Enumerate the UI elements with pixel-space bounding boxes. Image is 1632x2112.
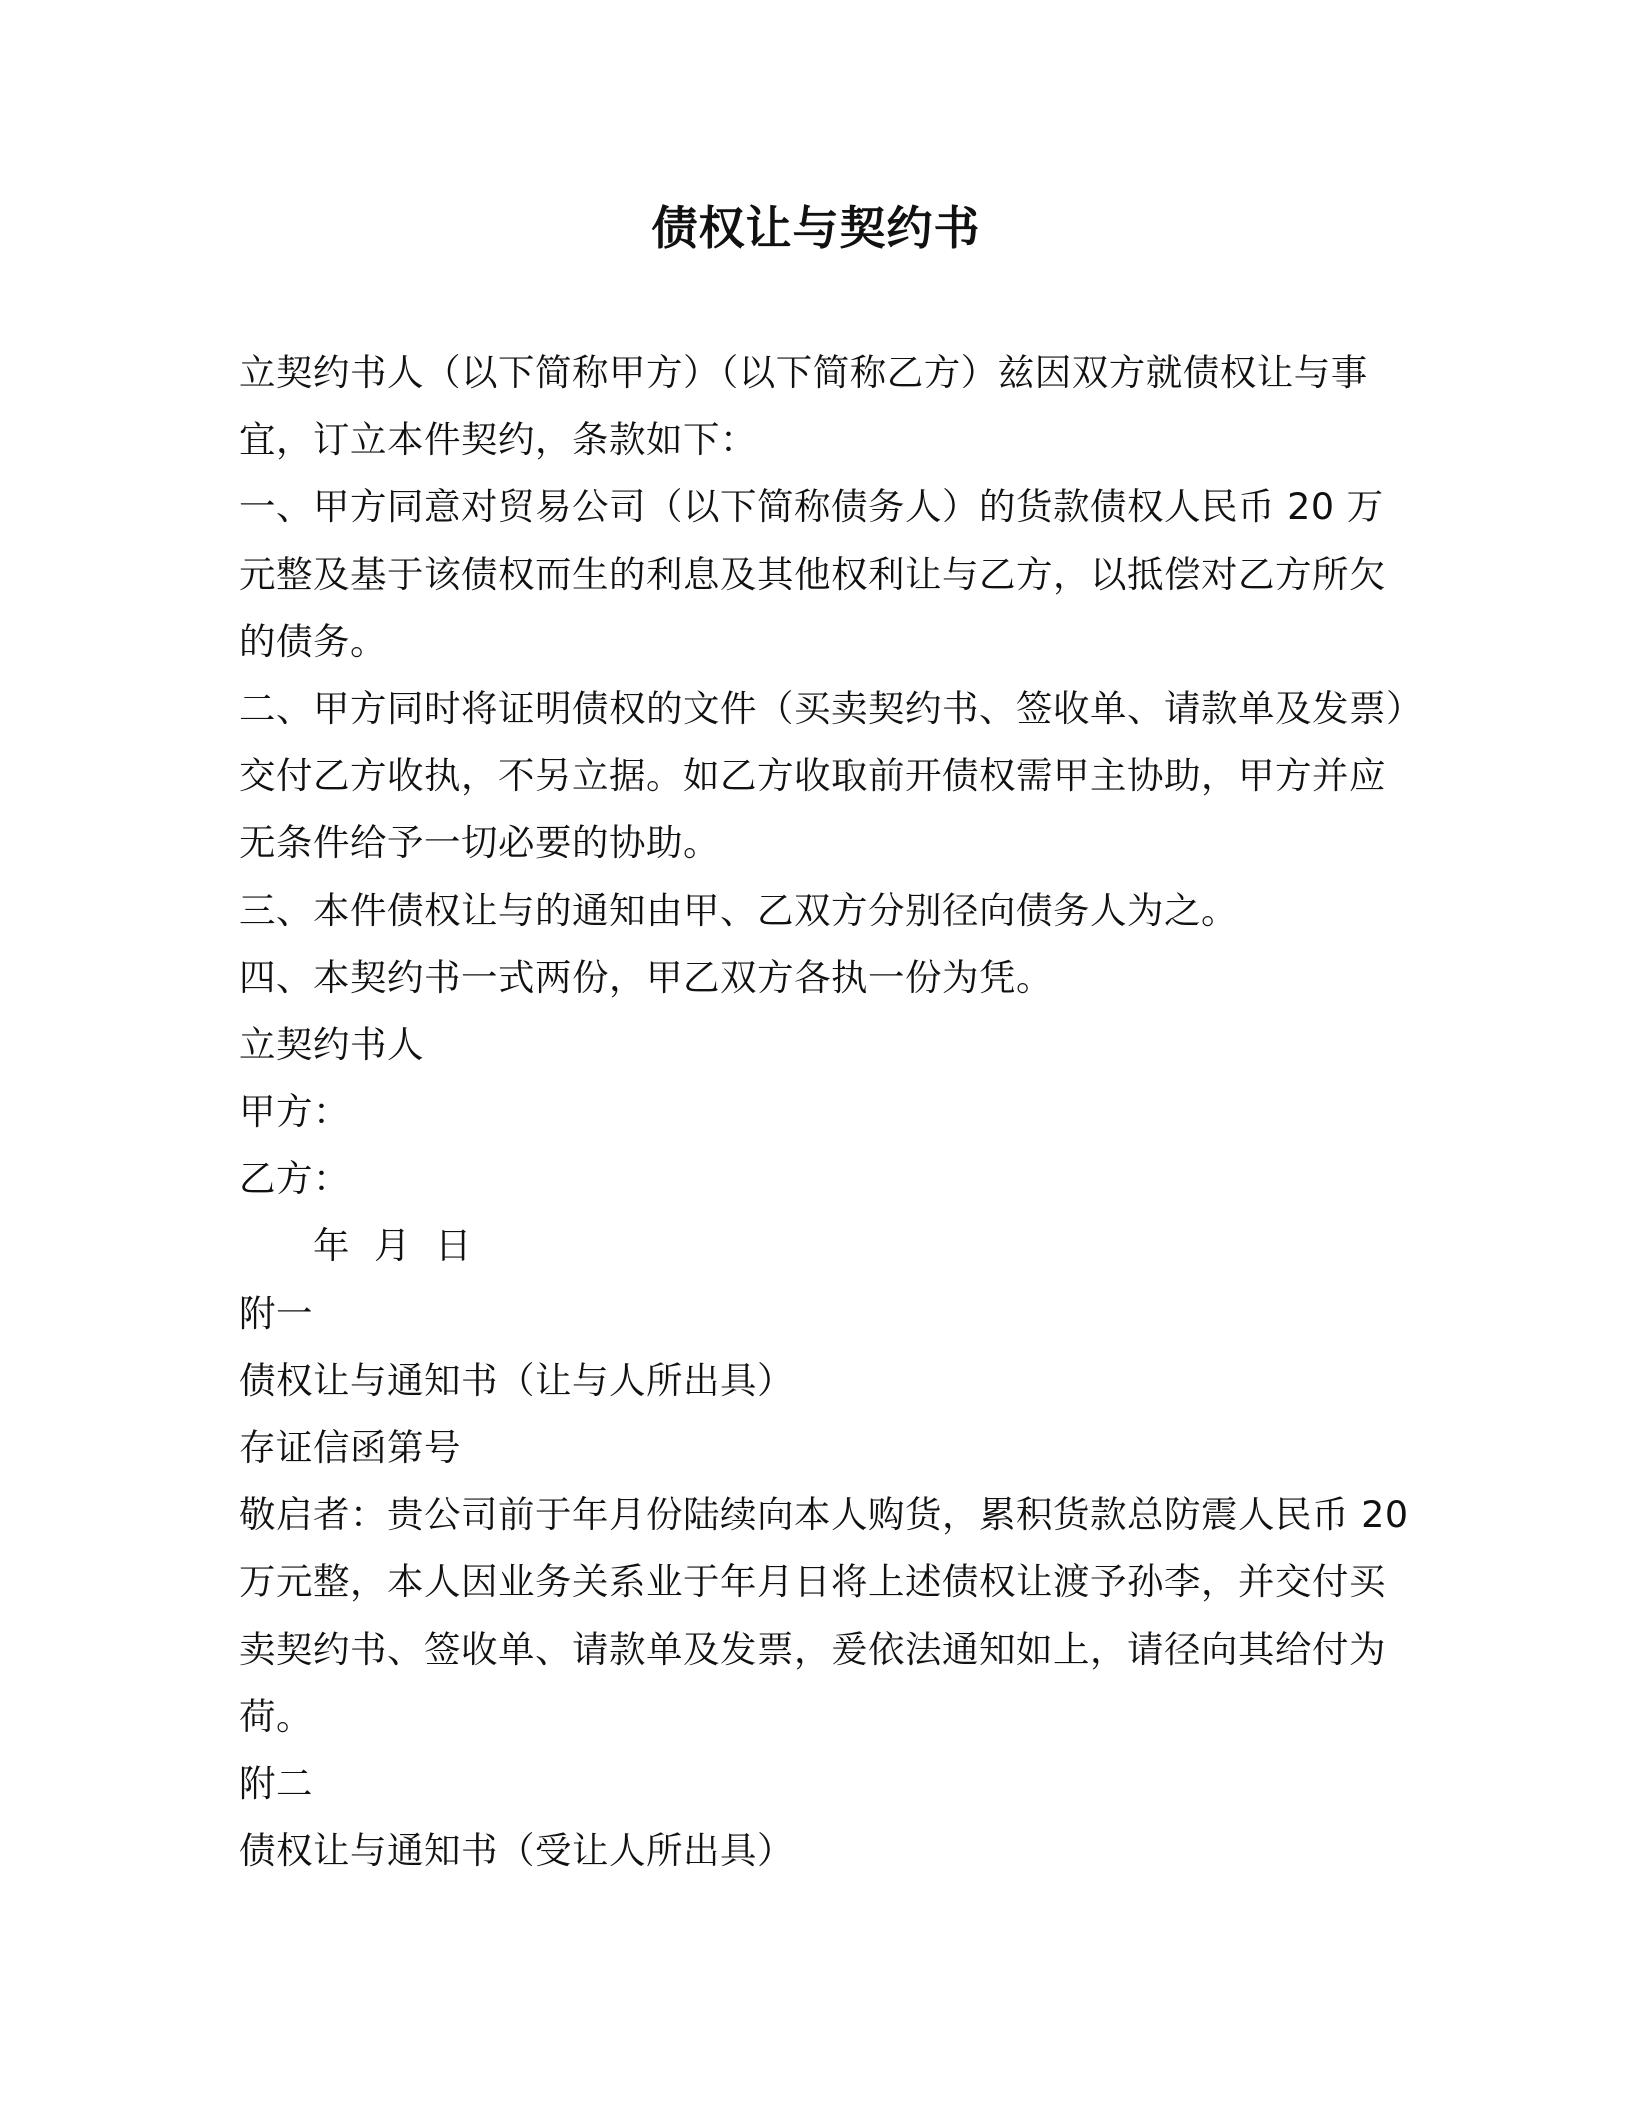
- appendix-1-heading: 附一: [239, 1291, 313, 1335]
- notice-line-2: 万元整，本人因业务关系业于年月日将上述债权让渡予孙李，并交付买: [239, 1560, 1386, 1604]
- body-line-2: 宜，订立本件契约，条款如下：: [239, 418, 757, 462]
- clause-1-line-1: 一、甲方同意对贸易公司（以下简称债务人）的货款债权人民币 20 万: [239, 485, 1384, 529]
- document-body: [239, 339, 1423, 1884]
- appendix-2-heading: 附二: [239, 1761, 313, 1805]
- body-line-1: 立契约书人（以下简称甲方）（以下简称乙方）兹因双方就债权让与事: [239, 351, 1368, 394]
- clause-2-line-1: 二、甲方同时将证明债权的文件（买卖契约书、签收单、请款单及发票）: [239, 686, 1423, 730]
- notice-line-1: 敬启者：贵公司前于年月份陆续向本人购货，累积货款总防震人民币 20: [239, 1493, 1409, 1537]
- signatories-heading: 立契约书人: [239, 1022, 424, 1066]
- date-day-label: 日: [435, 1224, 472, 1268]
- notice-line-4: 荷。: [239, 1694, 313, 1738]
- clause-1-line-2: 元整及基于该债权而生的利息及其他权利让与乙方，以抵偿对乙方所欠: [239, 552, 1386, 596]
- document-title: 债权让与契约书: [651, 201, 981, 255]
- party-b-label: 乙方：: [239, 1157, 350, 1201]
- clause-1-line-3: 的债务。: [239, 619, 387, 663]
- date-year-label: 年: [313, 1224, 350, 1268]
- date-line: [239, 1212, 1391, 1279]
- clause-2-line-2: 交付乙方收执，不另立据。如乙方收取前开债权需甲主协助，甲方并应: [239, 754, 1386, 798]
- appendix-2-title: 债权让与通知书（受让人所出具）: [239, 1829, 794, 1873]
- clause-2-line-3: 无条件给予一切必要的协助。: [239, 821, 720, 865]
- clause-4: 四、本契约书一式两份，甲乙双方各执一份为凭。: [239, 955, 1053, 999]
- notice-line-3: 卖契约书、签收单、请款单及发票，爰依法通知如上，请径向其给付为: [239, 1627, 1386, 1671]
- appendix-1-title: 债权让与通知书（让与人所出具）: [239, 1358, 794, 1402]
- party-a-label: 甲方：: [239, 1090, 350, 1134]
- date-month-label: 月: [374, 1224, 411, 1268]
- clause-3: 三、本件债权让与的通知由甲、乙双方分别径向债务人为之。: [239, 888, 1238, 932]
- certified-letter-number: 存证信函第号: [239, 1426, 461, 1469]
